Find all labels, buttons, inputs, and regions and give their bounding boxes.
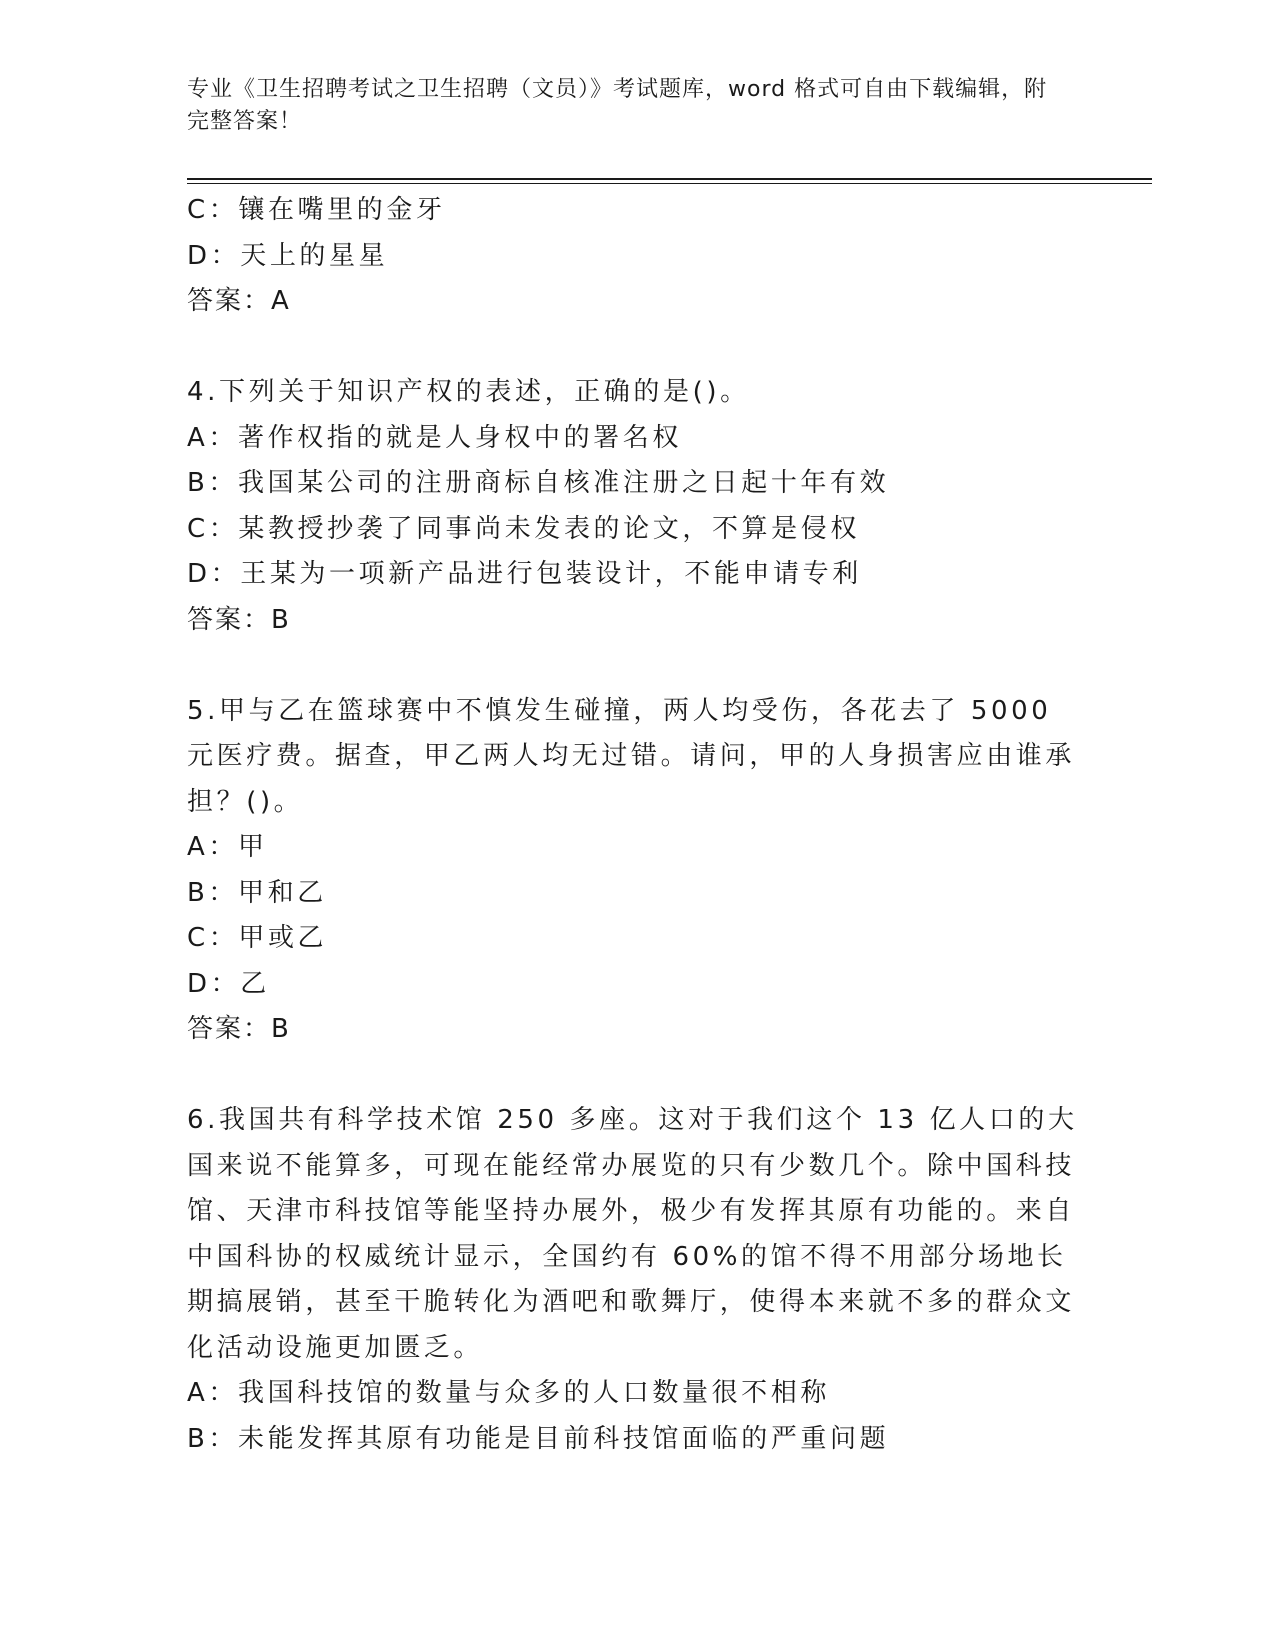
spacer — [187, 325, 1087, 371]
option-c: C：镶在嘴里的金牙 — [187, 195, 446, 225]
header-divider-thick — [187, 178, 1152, 180]
option-d: D：王某为一项新产品进行包装设计，不能申请专利 — [187, 559, 862, 589]
question-6 — [187, 1098, 1087, 1462]
page-header: 专业《卫生招聘考试之卫生招聘（文员）》考试题库，word 格式可自由下载编辑，附完整答案！ — [187, 77, 1048, 134]
option-d: D：天上的星星 — [187, 240, 389, 271]
question-3-tail — [187, 188, 1087, 325]
question-stem: 4.下列关于知识产权的表述，正确的是()。 — [187, 377, 750, 407]
option-d: D：乙 — [187, 968, 270, 999]
answer-line: 答案：A — [187, 286, 291, 316]
option-c: C：某教授抄袭了同事尚未发表的论文，不算是侵权 — [187, 513, 860, 544]
question-5 — [187, 689, 1087, 1053]
question-stem: 5.甲与乙在篮球赛中不慎发生碰撞，两人均受伤，各花去了 5000 元医疗费。据查，甲乙两人均无过错。请问，甲的人身损害应由谁承担？()。 — [187, 695, 1076, 817]
spacer — [187, 643, 1087, 689]
option-a: A：著作权指的就是人身权中的署名权 — [187, 422, 682, 453]
answer-line: 答案：B — [187, 1014, 291, 1044]
spacer — [187, 1053, 1087, 1099]
header-divider-thin — [187, 183, 1152, 184]
option-c: C：甲或乙 — [187, 923, 328, 953]
option-b: B：未能发挥其原有功能是目前科技馆面临的严重问题 — [187, 1423, 890, 1454]
answer-line: 答案：B — [187, 604, 291, 635]
question-4 — [187, 370, 1087, 643]
option-a: A：甲 — [187, 832, 268, 862]
question-stem: 6.我国共有科学技术馆 250 多座。这对于我们这个 13 亿人口的大国来说不能算多，可现在能经常办展览的只有少数几个。除中国科技馆、天津市科技馆等能坚持办展外，极少有发挥其原有功能的。来自中国科协的权威统计显示，全国约有 60%的馆不得不用部分场地长期搞展销，甚至干脆转化为酒吧和歌舞厅，使得本来就不多的群众文化活动设施更加匮乏。 — [187, 1105, 1078, 1363]
option-b: B：甲和乙 — [187, 877, 327, 908]
question-content — [187, 188, 1087, 1462]
option-b: B：我国某公司的注册商标自核准注册之日起十年有效 — [187, 468, 890, 498]
option-a: A：我国科技馆的数量与众多的人口数量很不相称 — [187, 1378, 830, 1408]
